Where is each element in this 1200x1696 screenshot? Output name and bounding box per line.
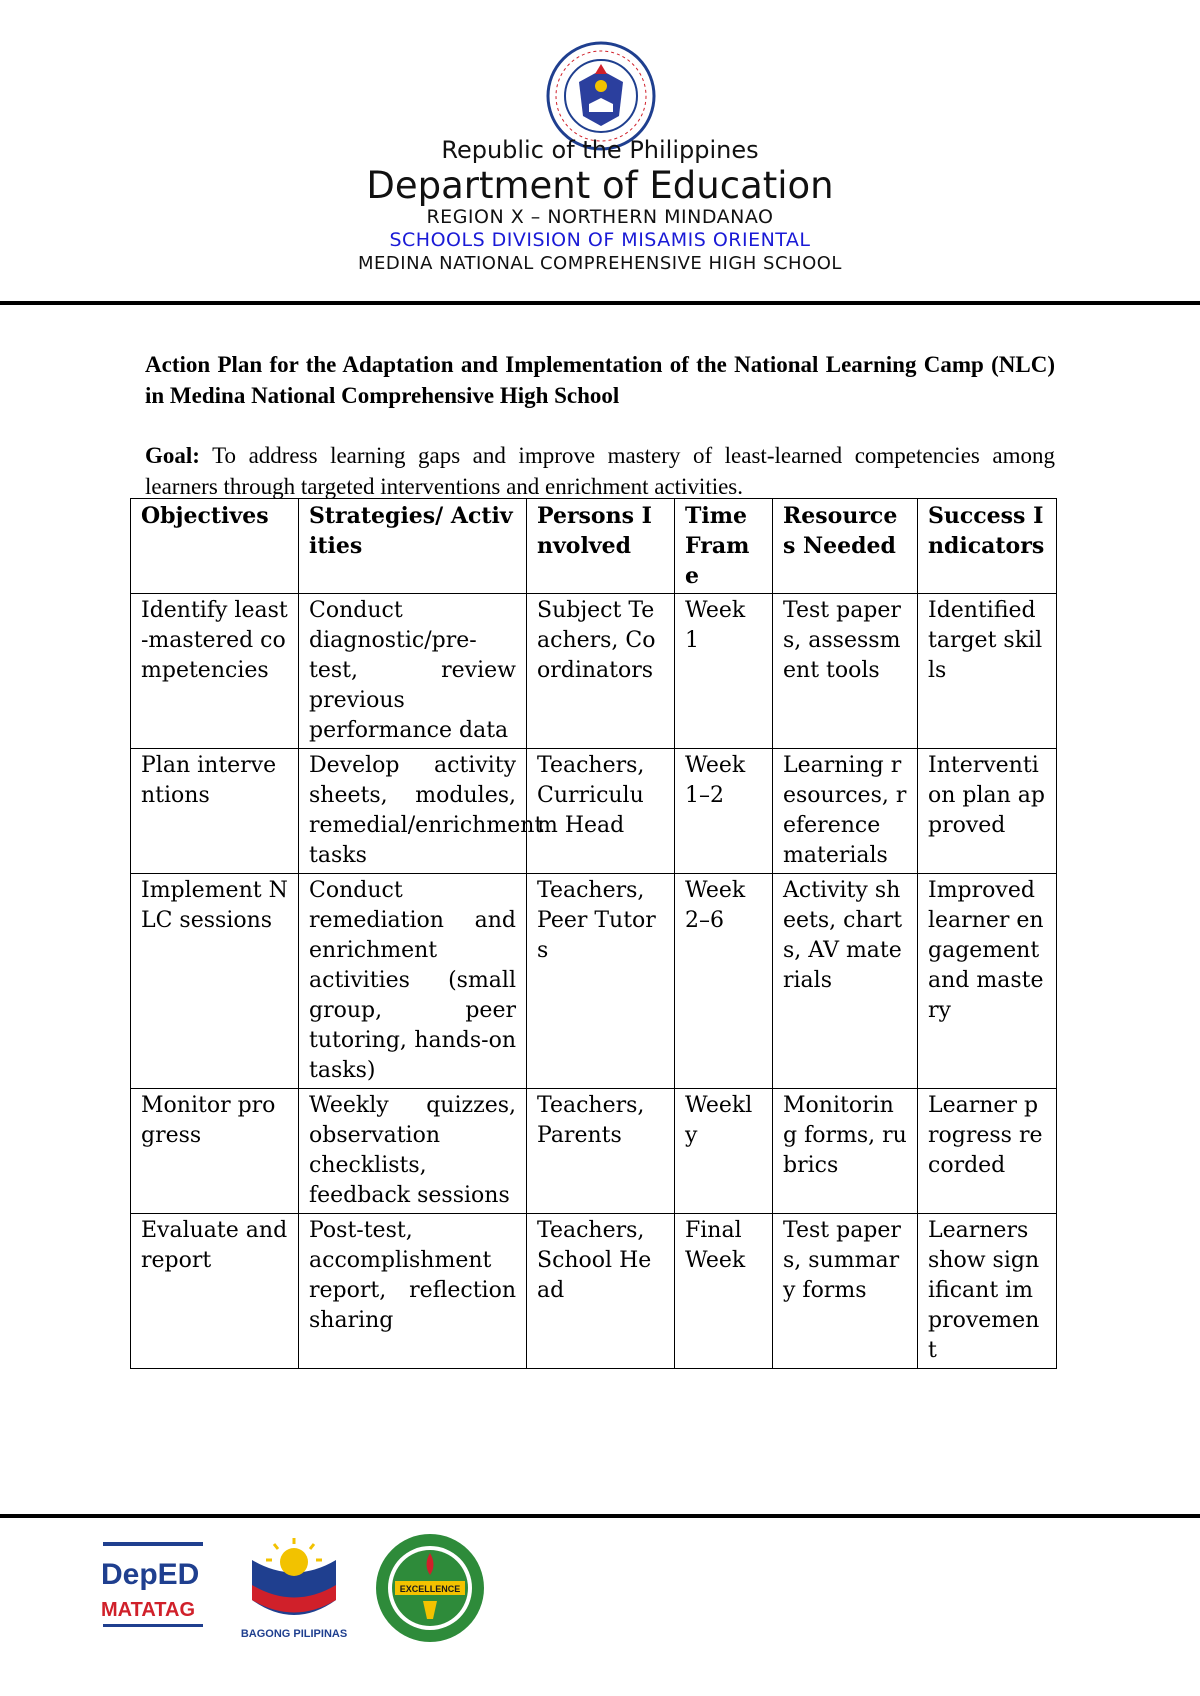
objective-cell: Implement NLC sessions bbox=[131, 874, 299, 1089]
persons-cell: Teachers, Peer Tutors bbox=[527, 874, 675, 1089]
goal-label: Goal: bbox=[145, 443, 200, 468]
objective-cell: Plan interventions bbox=[131, 749, 299, 874]
svg-text:EXCELLENCE: EXCELLENCE bbox=[399, 1584, 461, 1594]
success-cell: Intervention plan approved bbox=[918, 749, 1057, 874]
header-persons: Persons Involved bbox=[527, 499, 675, 594]
success-cell: Identified target skills bbox=[918, 594, 1057, 749]
resources-cell: Monitoring forms, rubrics bbox=[773, 1089, 918, 1214]
table-row bbox=[131, 874, 1057, 1089]
header-strategies: Strategies/ Activities bbox=[299, 499, 527, 594]
republic-heading: Republic of the Philippines bbox=[441, 136, 759, 164]
strategy-cell: Post-test, accomplishment report, reflection sharing bbox=[299, 1214, 527, 1369]
svg-text:DepED: DepED bbox=[101, 1558, 200, 1591]
success-cell: Learner progress recorded bbox=[918, 1089, 1057, 1214]
deped-matatag-logo bbox=[97, 1538, 209, 1638]
persons-cell: Teachers, School Head bbox=[527, 1214, 675, 1369]
time-frame-cell: Week 1–2 bbox=[675, 749, 773, 874]
strategy-cell: Weekly quizzes, observation checklists, feedback sessions bbox=[299, 1089, 527, 1214]
success-cell: Learners show significant improvement bbox=[918, 1214, 1057, 1369]
persons-cell: Subject Teachers, Coordinators bbox=[527, 594, 675, 749]
goal-text: To address learning gaps and improve mastery of least-learned competencies among learners through targeted interventions and enrichment activities. bbox=[145, 443, 1055, 499]
strategy-cell: Develop activity sheets, modules, remedial/enrichment tasks bbox=[299, 749, 527, 874]
persons-cell: Teachers, Curriculum Head bbox=[527, 749, 675, 874]
goal-statement bbox=[145, 440, 1055, 502]
department-heading: Department of Education bbox=[366, 164, 834, 207]
resources-cell: Activity sheets, charts, AV materials bbox=[773, 874, 918, 1089]
table-header-row bbox=[131, 499, 1057, 594]
objective-cell: Evaluate and report bbox=[131, 1214, 299, 1369]
region-heading: REGION X – NORTHERN MINDANAO bbox=[426, 206, 774, 228]
strategy-cell: Conduct diagnostic/pre-test, review previous performance data bbox=[299, 594, 527, 749]
document-title: Action Plan for the Adaptation and Implementation of the National Learning Camp (NLC) in Medina National Comprehensive High School bbox=[145, 352, 1055, 408]
objective-cell: Identify least-mastered competencies bbox=[131, 594, 299, 749]
table-row bbox=[131, 1214, 1057, 1369]
footer-divider bbox=[0, 1514, 1200, 1518]
school-heading: MEDINA NATIONAL COMPREHENSIVE HIGH SCHOOL bbox=[358, 253, 842, 274]
objective-cell: Monitor progress bbox=[131, 1089, 299, 1214]
header-time-frame: Time Frame bbox=[675, 499, 773, 594]
persons-cell: Teachers, Parents bbox=[527, 1089, 675, 1214]
strategy-cell: Conduct remediation and enrichment activities (small group, peer tutoring, hands-on tasks) bbox=[299, 874, 527, 1089]
header-resources: Resources Needed bbox=[773, 499, 918, 594]
table-row bbox=[131, 749, 1057, 874]
resources-cell: Test papers, summary forms bbox=[773, 1214, 918, 1369]
table-row bbox=[131, 594, 1057, 749]
success-cell: Improved learner engagement and mastery bbox=[918, 874, 1057, 1089]
time-frame-cell: Week 2–6 bbox=[675, 874, 773, 1089]
header-divider bbox=[0, 301, 1200, 305]
resources-cell: Learning resources, reference materials bbox=[773, 749, 918, 874]
time-frame-cell: Week 1 bbox=[675, 594, 773, 749]
table-row bbox=[131, 1089, 1057, 1214]
time-frame-cell: Final Week bbox=[675, 1214, 773, 1369]
svg-text:MATATAG: MATATAG bbox=[101, 1599, 196, 1621]
resources-cell: Test papers, assessment tools bbox=[773, 594, 918, 749]
time-frame-cell: Weekly bbox=[675, 1089, 773, 1214]
header-objectives: Objectives bbox=[131, 499, 299, 594]
action-plan-table bbox=[130, 498, 1057, 1369]
school-seal-logo bbox=[373, 1531, 488, 1646]
bagong-pilipinas-logo bbox=[234, 1530, 354, 1640]
division-heading: SCHOOLS DIVISION OF MISAMIS ORIENTAL bbox=[389, 229, 811, 251]
svg-text:BAGONG PILIPINAS: BAGONG PILIPINAS bbox=[240, 1628, 348, 1640]
header-success: Success Indicators bbox=[918, 499, 1057, 594]
